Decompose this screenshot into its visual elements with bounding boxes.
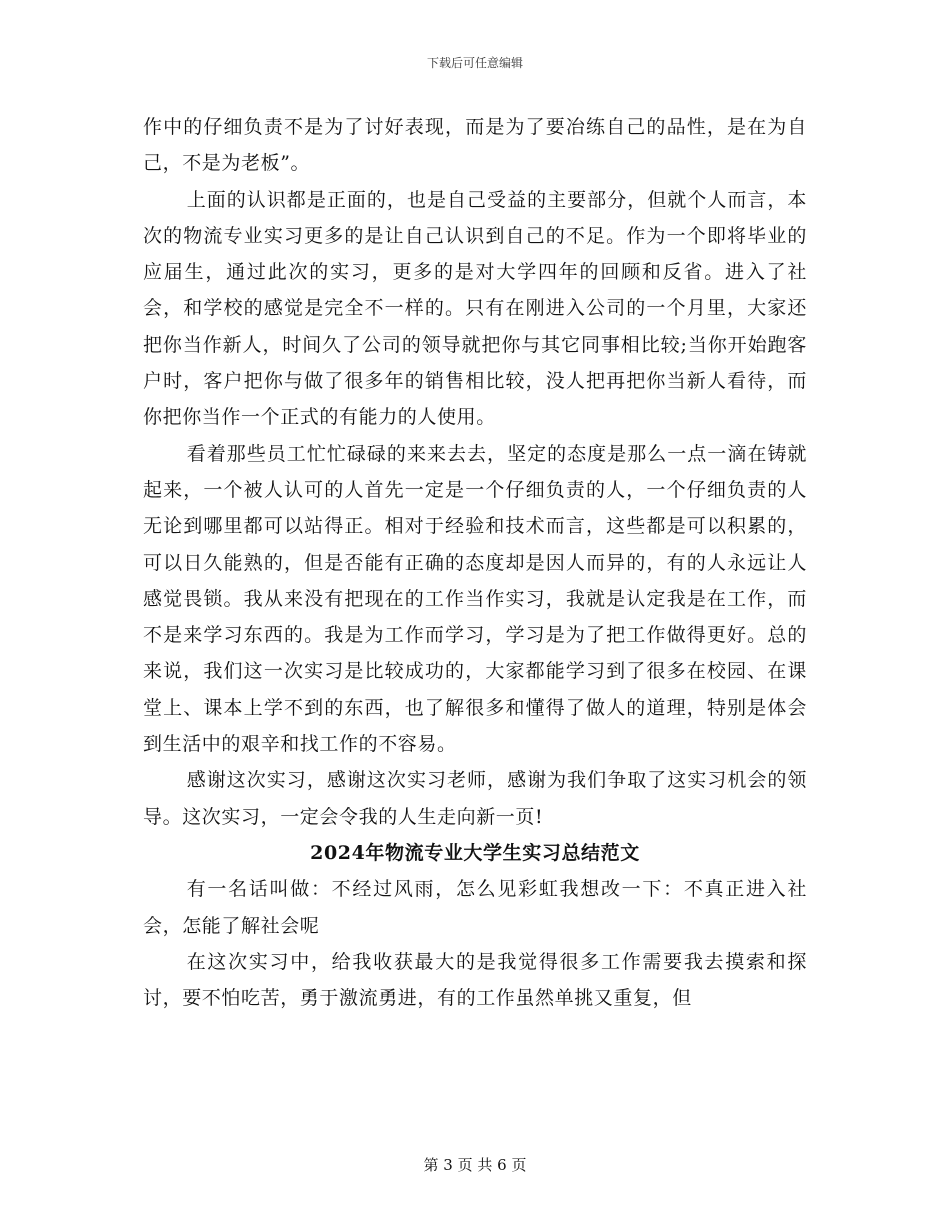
paragraph-continuation: 作中的仔细负责不是为了讨好表现，而是为了要冶练自己的品性，是在为自己，不是为老板”。 bbox=[143, 116, 807, 175]
page-number: 第 3 页 共 6 页 bbox=[423, 1156, 527, 1174]
paragraph-internship-gain: 在这次实习中，给我收获最大的是我觉得很多工作需要我去摸索和探讨，要不怕吃苦，勇于激流勇进，有的工作虽然单挑又重复，但 bbox=[143, 950, 807, 1010]
paragraph-attitude: 看着那些员工忙忙碌碌的来来去去，坚定的态度是那么一点一滴在铸就起来，一个被人认可的人首先一定是一个仔细负责的人，一个仔细负责的人无论到哪里都可以站得正。相对于经验和技术而言，这些都是可以积累的，可以日久能熟的，但是否能有正确的态度却是因人而异的，有的人永远让人感觉畏锁。我从来没有把现在的工作当作实习，我就是认定我是在工作，而不是来学习东西的。我是为工作而学习，学习是为了把工作做得更好。总的来说，我们这一次实习是比较成功的，大家都能学习到了很多在校园、在课堂上、课本上学不到的东西，也了解很多和懂得了做人的道理，特别是体会到生活中的艰辛和找工作的不容易。 bbox=[143, 442, 807, 756]
paragraph-rainbow-quote: 有一名话叫做：不经过风雨，怎么见彩虹我想改一下：不真正进入社会，怎能了解社会呢 bbox=[143, 878, 807, 937]
paragraph-reflection: 上面的认识都是正面的，也是自己受益的主要部分，但就个人而言，本次的物流专业实习更多的是让自己认识到自己的不足。作为一个即将毕业的应届生，通过此次的实习，更多的是对大学四年的回顾和反省。进入了社会，和学校的感觉是完全不一样的。只有在刚进入公司的一个月里，大家还把你当作新人，时间久了公司的领导就把你与其它同事相比较;当你开始跑客户时，客户把你与做了很多年的销售相比较，没人把再把你当新人看待，而你把你当作一个正式的有能力的人使用。 bbox=[143, 188, 807, 429]
page-header: 下载后可任意编辑 bbox=[426, 56, 523, 70]
section-title: 2024年物流专业大学生实习总结范文 bbox=[310, 841, 640, 864]
document-body bbox=[143, 109, 807, 1016]
paragraph-thanks: 感谢这次实习，感谢这次实习老师，感谢为我们争取了这实习机会的领导。这次实习，一定会令我的人生走向新一页! bbox=[143, 769, 807, 828]
